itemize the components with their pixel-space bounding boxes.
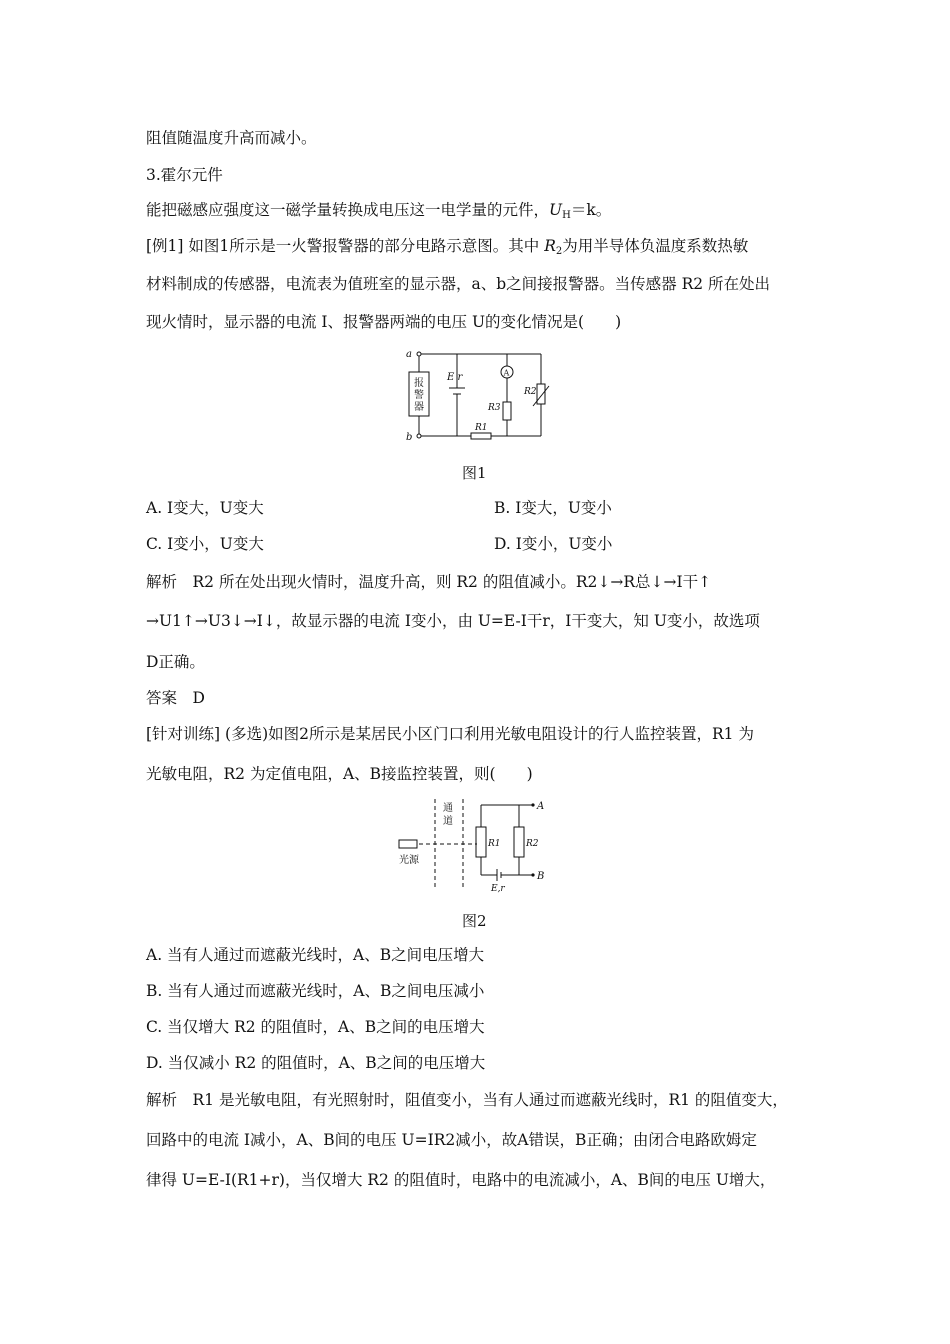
channel-char: 道 [443,816,453,827]
analysis-line: →U1↑→U3↓→I↓，故显示器的电流 I变小，由 U=E-I干r，I干变大，知 U变小，故选项 [146,612,760,630]
r2-label: R2 [526,839,539,849]
option-c: C. I变小，U变大 [146,535,264,553]
figure-1-circuit [395,346,555,446]
analysis-line: 解析 R1 是光敏电阻，有光照射时，阻值变小，当有人通过而遮蔽光线时，R1 的阻值变大， [146,1091,788,1109]
training-line: [针对训练] (多选)如图2所示是某居民小区门口利用光敏电阻设计的行人监控装置，R1 为 [146,725,754,743]
analysis-line: 回路中的电流 I减小，A、B间的电压 U=IR2减小，故A错误，B正确；由闭合电路欧姆定 [146,1131,757,1149]
analysis-line: 解析 R2 所在处出现火情时，温度升高，则 R2 的阻值减小。R2↓→R总↓→I干↑ [146,573,712,591]
r1-label: R1 [488,839,501,849]
option-d: D. 当仅减小 R2 的阻值时，A、B之间的电压增大 [146,1054,486,1072]
node-a-label: a [406,349,412,360]
r1-label: R1 [475,423,488,433]
node-b-label: b [406,432,413,443]
emf-label: E r [447,372,463,383]
option-c: C. 当仅增大 R2 的阻值时，A、B之间的电压增大 [146,1018,485,1036]
terminal-b-label: B [537,871,545,882]
option-d: D. I变小，U变小 [494,535,613,553]
text-line: 阻值随温度升高而减小。 [146,129,317,147]
figure-2-circuit [385,797,565,895]
analysis-line: 律得 U=E-I(R1+r)，当仅增大 R2 的阻值时，电路中的电流减小，A、B间的电压 U增大， [146,1171,776,1189]
figure-2-caption: 图2 [462,912,487,930]
example-line: 现火情时，显示器的电流 I、报警器两端的电压 U的变化情况是( ) [146,313,622,331]
terminal-a-label: A [537,801,545,812]
answer: 答案 D [146,689,205,707]
channel-char: 通 [443,803,453,814]
analysis-line: D正确。 [146,653,205,671]
r3-label: R3 [488,403,501,413]
example-line: 材料制成的传感器，电流表为值班室的显示器，a、b之间接报警器。当传感器 R2 所在处出 [146,275,771,293]
alarm-char: 警 [414,390,424,401]
emf-label: E,r [491,884,505,894]
section-heading: 3.霍尔元件 [146,166,223,184]
figure-1-caption: 图1 [462,464,487,482]
text-line: 能把磁感应强度这一磁学量转换成电压这一电学量的元件，$U_H=k$。 [146,201,612,221]
option-a: A. 当有人通过而遮蔽光线时，A、B之间电压增大 [146,946,485,964]
training-line: 光敏电阻，R2 为定值电阻，A、B接监控装置，则( ) [146,765,533,783]
r2-label: R2 [524,387,537,397]
alarm-char: 器 [414,402,424,413]
option-a: A. I变大，U变大 [146,499,264,517]
example-line: [例1] 如图1所示是一火警报警器的部分电路示意图。其中 $R_2$为用半导体负温度系数热敏 [146,237,749,257]
alarm-char: 报 [414,378,424,389]
light-source-label: 光源 [399,855,419,866]
option-b: B. 当有人通过而遮蔽光线时，A、B之间电压减小 [146,982,485,1000]
option-b: B. I变大，U变小 [494,499,612,517]
ammeter-label: A [503,368,510,378]
